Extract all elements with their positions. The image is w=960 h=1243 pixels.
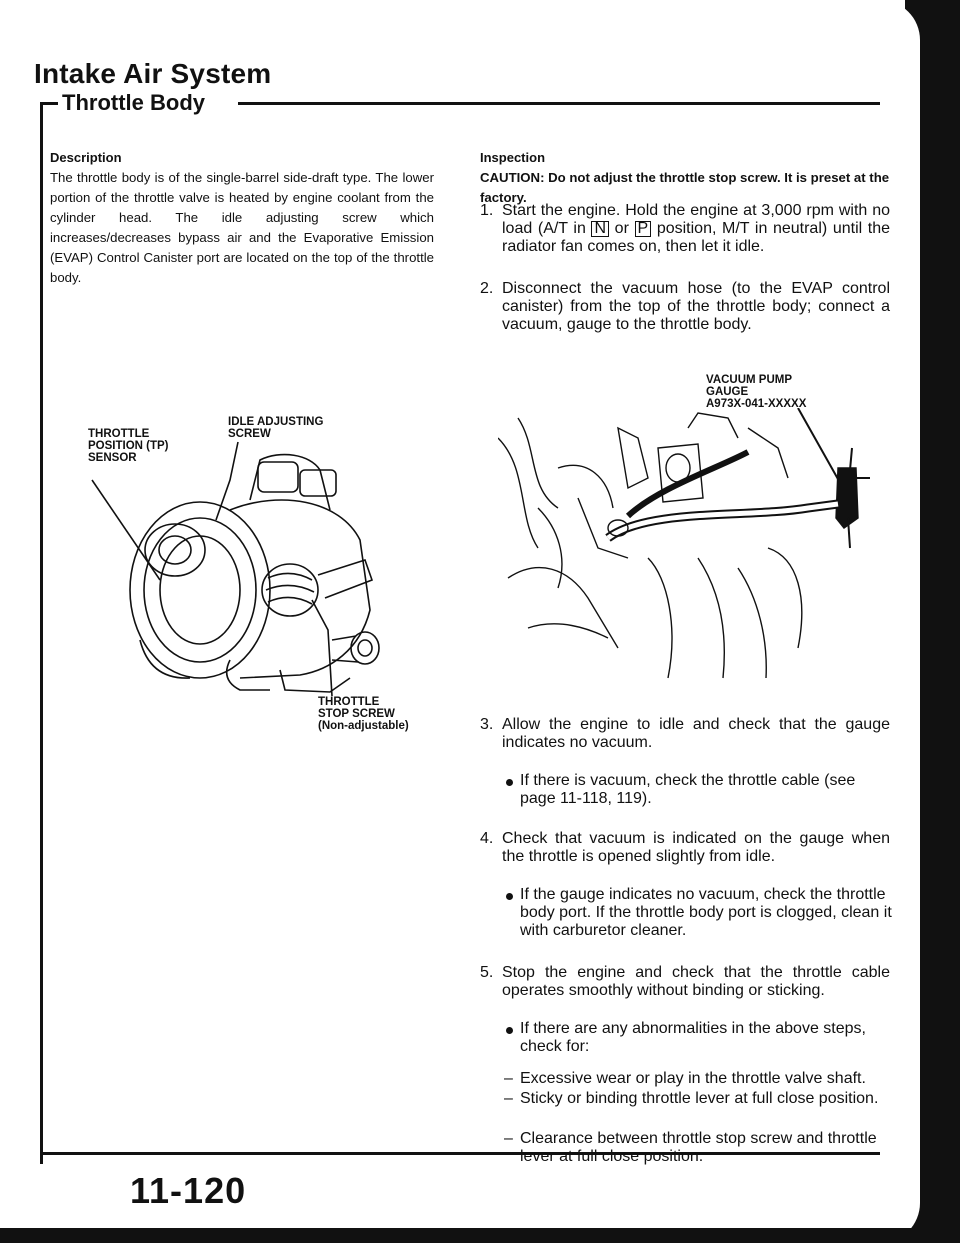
vacuum-gauge-label-line3: A973X-041-XXXXX bbox=[706, 398, 807, 410]
check-item-text: Sticky or binding throttle lever at full close position. bbox=[520, 1090, 879, 1107]
stop-screw-label-line2: STOP SCREW bbox=[318, 708, 395, 720]
page-number: 11-120 bbox=[130, 1170, 247, 1211]
step-2-text: Disconnect the vacuum hose (to the EVAP control canister) from the top of the throttle body; connect a vacuum, gauge to the throttle body. bbox=[502, 280, 890, 333]
idle-screw-label bbox=[228, 416, 323, 440]
check-item bbox=[504, 1090, 892, 1108]
step-2-number: 2. bbox=[480, 280, 494, 297]
vacuum-gauge-label-line1: VACUUM PUMP bbox=[706, 374, 793, 386]
step-4-note bbox=[520, 886, 892, 940]
dash-mark: – bbox=[504, 1090, 513, 1107]
idle-screw-label-line2: SCREW bbox=[228, 428, 271, 440]
step-3 bbox=[480, 716, 890, 752]
idle-screw-label-line1: IDLE ADJUSTING bbox=[228, 416, 324, 428]
step-1-number: 1. bbox=[480, 202, 494, 219]
stop-screw-label-line1: THROTTLE bbox=[318, 696, 380, 708]
dash-mark: – bbox=[504, 1130, 513, 1147]
frame-left-rule bbox=[40, 104, 43, 1164]
step-1-text-a: Start the engine. Hold the engine at 3,000 rpm with no load (A/T in bbox=[502, 202, 890, 237]
dash-mark: – bbox=[504, 1070, 513, 1087]
vacuum-gauge-label bbox=[706, 374, 806, 410]
check-item bbox=[504, 1070, 892, 1088]
step-4-text: Check that vacuum is indicated on the gauge when the throttle is opened slightly from idle. bbox=[502, 830, 890, 865]
inspection-section bbox=[480, 148, 890, 208]
description-text: The throttle body is of the single-barrel side-draft type. The lower portion of the throttle valve is heated by engine coolant from the cylinder head. The idle adjusting screw which increases/decreases bypass air and the Evaporative Emission (EVAP) Control Canister port are located on the top of the throttle body. bbox=[50, 170, 434, 285]
step-5-text: Stop the engine and check that the throttle cable operates smoothly without binding or sticking. bbox=[502, 964, 890, 999]
step-1-text-b: position, M/T in neutral) until the radiator fan comes on, then let it idle. bbox=[502, 220, 891, 255]
step-5 bbox=[480, 964, 890, 1000]
tp-sensor-label-line2: POSITION (TP) bbox=[88, 440, 169, 452]
frame-top-rule-left bbox=[40, 102, 60, 105]
step-4-note-text: If the gauge indicates no vacuum, check the throttle body port. If the throttle body port is clogged, clean it with carburetor cleaner. bbox=[520, 886, 892, 939]
step-3-note bbox=[520, 772, 892, 808]
page-title: Intake Air System bbox=[34, 58, 272, 89]
key-n-box: N bbox=[591, 221, 609, 237]
description-heading: Description bbox=[50, 150, 122, 165]
step-1 bbox=[480, 202, 890, 256]
step-2 bbox=[480, 280, 890, 334]
throttle-body-illustration bbox=[80, 440, 420, 700]
step-5-note bbox=[520, 1020, 892, 1056]
stop-screw-label bbox=[318, 696, 409, 732]
page-footer-bar bbox=[0, 1228, 960, 1243]
bullet-dot bbox=[506, 779, 513, 786]
frame-top-rule-right bbox=[238, 102, 880, 105]
tp-sensor-label-line3: SENSOR bbox=[88, 452, 137, 464]
key-p-box: P bbox=[635, 221, 652, 237]
bullet-dot bbox=[506, 1027, 513, 1034]
caution-text: CAUTION: Do not adjust the throttle stop screw. It is preset at the factory. bbox=[480, 170, 890, 205]
step-3-number: 3. bbox=[480, 716, 494, 733]
bullet-dot bbox=[506, 893, 513, 900]
check-item-text: Excessive wear or play in the throttle valve shaft. bbox=[520, 1070, 866, 1087]
inspection-heading: Inspection bbox=[480, 150, 546, 165]
step-5-note-text: If there are any abnormalities in the above steps, check for: bbox=[520, 1020, 866, 1055]
step-4 bbox=[480, 830, 890, 866]
tp-sensor-label-line1: THROTTLE bbox=[88, 428, 150, 440]
step-4-number: 4. bbox=[480, 830, 494, 847]
step-1-text bbox=[502, 202, 890, 256]
vacuum-gauge-illustration bbox=[498, 408, 878, 688]
step-3-note-text: If there is vacuum, check the throttle cable (see page 11-118, 119). bbox=[520, 772, 856, 807]
step-1-or: or bbox=[614, 220, 629, 237]
step-5-number: 5. bbox=[480, 964, 494, 981]
check-item-text: Clearance between throttle stop screw and throttle lever at full close position. bbox=[520, 1130, 877, 1165]
stop-screw-label-line3: (Non-adjustable) bbox=[318, 720, 409, 732]
description-section bbox=[50, 148, 434, 288]
section-title: Throttle Body bbox=[58, 90, 213, 116]
step-3-text: Allow the engine to idle and check that the gauge indicates no vacuum. bbox=[502, 716, 890, 751]
vacuum-gauge-label-line2: GAUGE bbox=[706, 386, 749, 398]
check-item bbox=[504, 1130, 892, 1166]
